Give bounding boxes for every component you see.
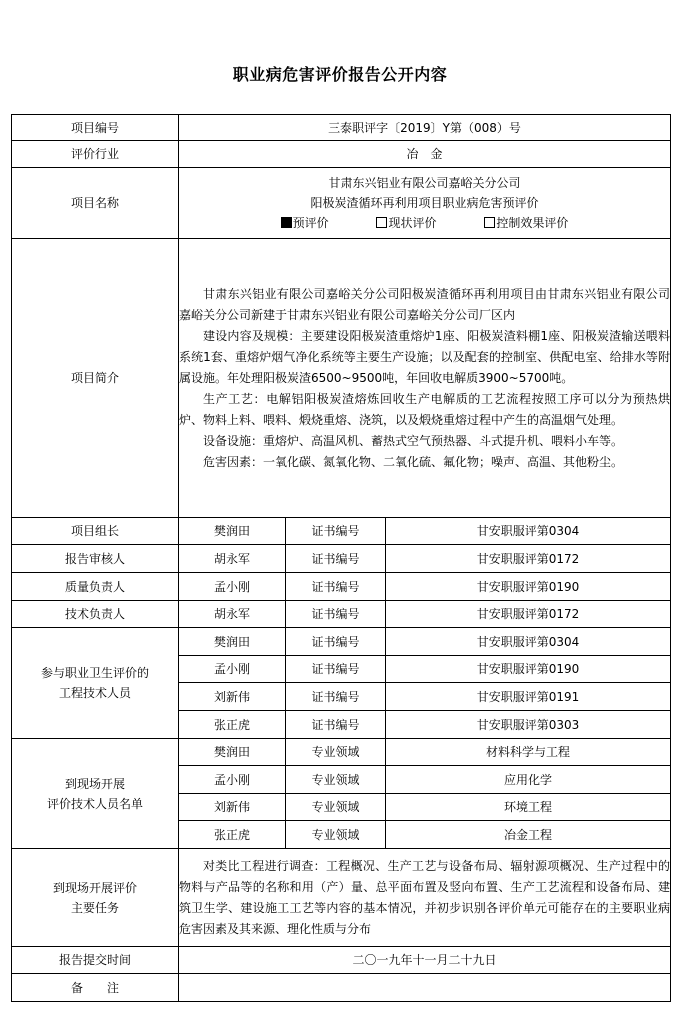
person-name: 胡永军 [179,545,286,573]
row-site-tasks [12,849,671,947]
unchecked-box-icon [376,217,387,228]
site-tasks-text: 对类比工程进行调查：工程概况、生产工艺与设备布局、辐射源项概况、生产过程中的物料与产品等的名称和用（产）量、总平面布置及竖向布置、生产工艺流程和设备布局、建筑卫生学、建设施工工艺等内容的基本情况，并初步识别各评价单元可能存在的主要职业病危害因素及其来源、理化性质与分布 [179,858,670,936]
person-name: 刘新伟 [179,683,286,711]
label-line: 评价技术人员名单 [46,796,143,811]
evaluation-type-options [179,213,670,233]
cert-number: 甘安职服评第0190 [386,573,671,601]
value-intro [179,239,671,518]
checked-box-icon [281,217,292,228]
row-leader [12,545,671,573]
label-project-no: 项目编号 [12,115,179,141]
row-project-no [12,115,671,141]
field-value: 材料科学与工程 [386,739,671,766]
person-name: 樊润田 [179,628,286,656]
person-name: 刘新伟 [179,794,286,821]
person-name: 胡永军 [179,601,286,628]
cert-label: 证书编号 [286,518,386,545]
cert-number: 甘安职服评第0172 [386,545,671,573]
option-pre-evaluation: 预评价 [281,213,329,233]
cert-label: 证书编号 [286,545,386,573]
intro-paragraph: 危害因素：一氧化碳、氮氧化物、二氧化硫、氟化物；噪声、高温、其他粉尘。 [203,454,624,469]
label-project-name: 项目名称 [12,168,179,239]
label-line: 到现场开展 [64,776,125,791]
label-engineers [12,628,179,739]
intro-paragraph: 甘肃东兴铝业有限公司嘉峪关分公司阳极炭渣循环再利用项目由甘肃东兴铝业有限公司嘉峪关分公司新建于甘肃东兴铝业有限公司嘉峪关分公司厂区内 [179,286,670,322]
report-table [11,114,671,1002]
row-remarks [12,974,671,1002]
cert-label: 证书编号 [286,683,386,711]
label-site-staff [12,739,179,849]
cert-number: 甘安职服评第0190 [386,656,671,683]
person-name: 樊润田 [179,518,286,545]
option-status-evaluation: 现状评价 [376,213,436,233]
person-name: 张正虎 [179,821,286,849]
person-name: 张正虎 [179,711,286,739]
cert-label: 证书编号 [286,573,386,601]
row-site-staff [12,739,671,766]
intro-paragraph: 设备设施：重熔炉、高温风机、蓄热式空气预热器、斗式提升机、喂料小车等。 [203,433,624,448]
cert-label: 证书编号 [286,601,386,628]
cert-label: 证书编号 [286,656,386,683]
label-submit-time: 报告提交时间 [12,947,179,974]
value-project-no: 三泰职评字〔2019〕Y第（008）号 [179,115,671,141]
value-remarks [179,974,671,1002]
value-industry: 冶 金 [179,141,671,168]
role-label: 项目组长 [12,518,179,545]
row-engineer [12,628,671,656]
row-leader [12,601,671,628]
label-intro: 项目简介 [12,239,179,518]
project-name-line2: 阳极炭渣循环再利用项目职业病危害预评价 [310,196,539,210]
intro-paragraph: 生产工艺：电解铝阳极炭渣熔炼回收生产电解质的工艺流程按照工序可以分为预热烘炉、物料上料、喂料、煅烧重熔、浇筑，以及煅烧重熔过程中产生的高温烟气处理。 [179,391,670,427]
role-label: 报告审核人 [12,545,179,573]
cert-number: 甘安职服评第0191 [386,683,671,711]
field-value: 应用化学 [386,766,671,794]
value-project-name [179,168,671,239]
role-label: 技术负责人 [12,601,179,628]
cert-number: 甘安职服评第0172 [386,601,671,628]
field-label: 专业领域 [286,739,386,766]
unchecked-box-icon [484,217,495,228]
label-site-tasks [12,849,179,947]
label-line: 主要任务 [70,900,119,915]
label-industry: 评价行业 [12,141,179,168]
value-submit-time: 二〇一九年十一月二十九日 [179,947,671,974]
person-name: 孟小刚 [179,573,286,601]
row-industry [12,141,671,168]
document-title: 职业病危害评价报告公开内容 [232,65,448,84]
cert-label: 证书编号 [286,711,386,739]
field-label: 专业领域 [286,794,386,821]
intro-paragraph: 建设内容及规模：主要建设阳极炭渣重熔炉1座、阳极炭渣料棚1座、阳极炭渣输送喂料系统1套、重熔炉烟气净化系统等主要生产设施；以及配套的控制室、供配电室、给排水等附属设施。年处理阳极炭渣6500~9500吨，年回收电解质3900~5700吨。 [179,328,670,385]
value-site-tasks [179,849,671,947]
field-label: 专业领域 [286,821,386,849]
row-intro [12,239,671,518]
cert-number: 甘安职服评第0303 [386,711,671,739]
person-name: 樊润田 [179,739,286,766]
label-line: 参与职业卫生评价的 [40,666,149,680]
row-submit-time [12,947,671,974]
label-line: 到现场开展评价 [52,880,137,895]
field-value: 环境工程 [386,794,671,821]
person-name: 孟小刚 [179,656,286,683]
field-label: 专业领域 [286,766,386,794]
cert-number: 甘安职服评第0304 [386,628,671,656]
project-name-line1: 甘肃东兴铝业有限公司嘉峪关分公司 [328,176,521,190]
row-leader [12,573,671,601]
label-line: 工程技术人员 [58,686,131,700]
label-remarks: 备 注 [12,974,179,1002]
person-name: 孟小刚 [179,766,286,794]
row-project-name [12,168,671,239]
cert-label: 证书编号 [286,628,386,656]
role-label: 质量负责人 [12,573,179,601]
row-leader [12,518,671,545]
option-control-evaluation: 控制效果评价 [484,213,568,233]
field-value: 冶金工程 [386,821,671,849]
cert-number: 甘安职服评第0304 [386,518,671,545]
